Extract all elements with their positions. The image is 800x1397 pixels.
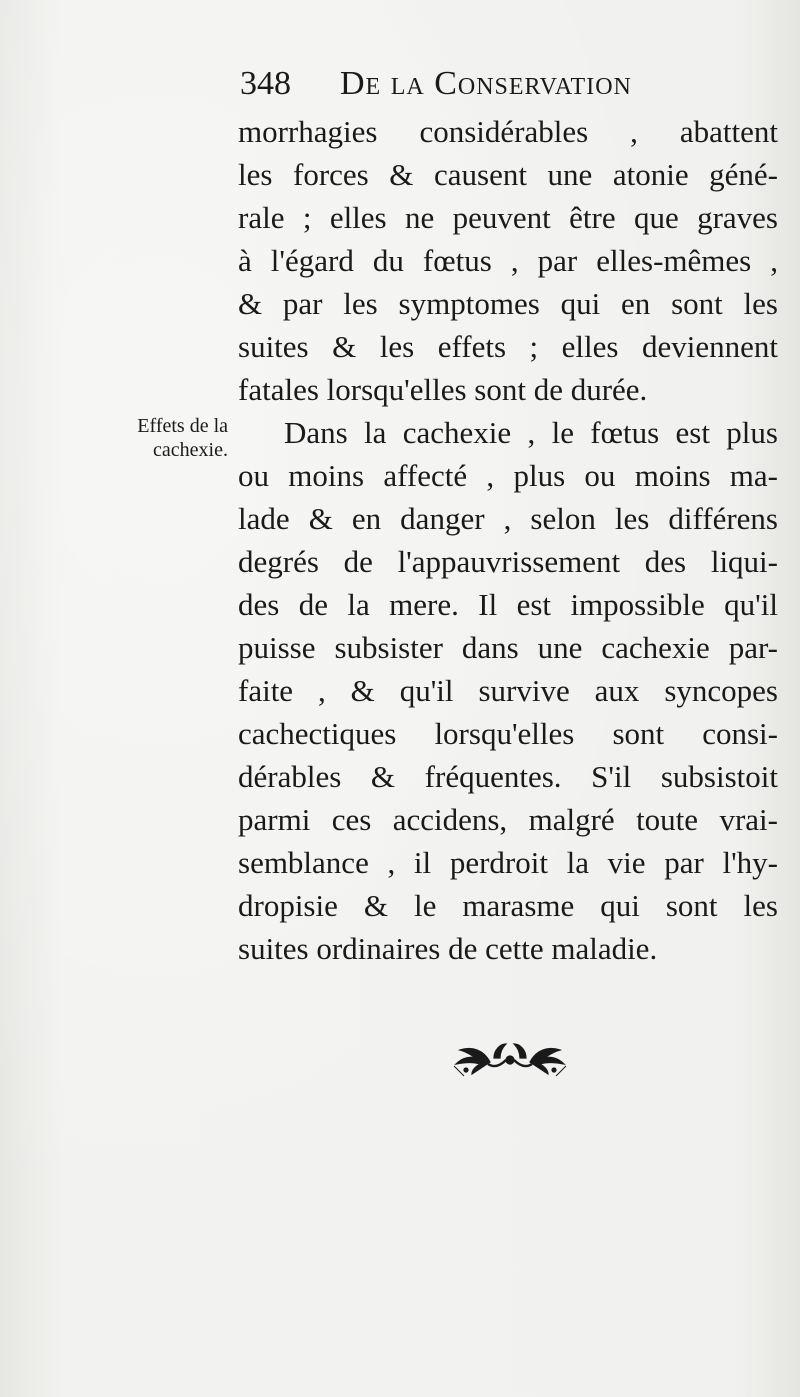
text-line: parmi ces accidens, malgré toute vrai- [238,802,778,837]
text-line: cachectiques lorsqu'elles sont consi- [238,716,778,751]
text-line: à l'égard du fœtus , par elles-mêmes , [238,243,778,278]
text-line: suites ordinaires de cette maladie. [238,931,658,966]
page-header [240,62,710,106]
text-line: fatales lorsqu'elles sont de durée. [238,372,648,407]
text-line: morrhagies considérables , abattent [238,114,778,149]
text-line: les forces & causent une atonie géné- [238,157,778,192]
text-line: ou moins affecté , plus ou moins ma- [238,458,778,493]
marginal-note-line: Effets de la [137,415,228,437]
text-line: des de la mere. Il est impossible qu'il [238,587,778,622]
text-line: dropisie & le marasme qui sont les [238,888,778,923]
text-line: suites & les effets ; elles deviennent [238,329,778,364]
running-title: De la Conservation [340,65,632,102]
floral-ornament-icon [450,1036,570,1080]
marginal-note [86,414,228,462]
text-line: & par les symptomes qui en sont les [238,286,778,321]
body-text [238,110,778,970]
text-line: faite , & qu'il survive aux syncopes [238,673,778,708]
text-line: puisse subsister dans une cachexie par- [238,630,778,665]
paragraph-start-line: Dans la cachexie , le fœtus est plus [284,415,778,450]
text-line: dérables & fréquentes. S'il subsistoit [238,759,778,794]
text-line: semblance , il perdroit la vie par l'hy- [238,845,778,880]
text-line: lade & en danger , selon les différens [238,501,778,536]
marginal-note-line: cachexie. [153,439,228,461]
page-number: 348 [240,65,291,102]
text-line: rale ; elles ne peuvent être que graves [238,200,778,235]
text-line: degrés de l'appauvrissement des liqui- [238,544,778,579]
